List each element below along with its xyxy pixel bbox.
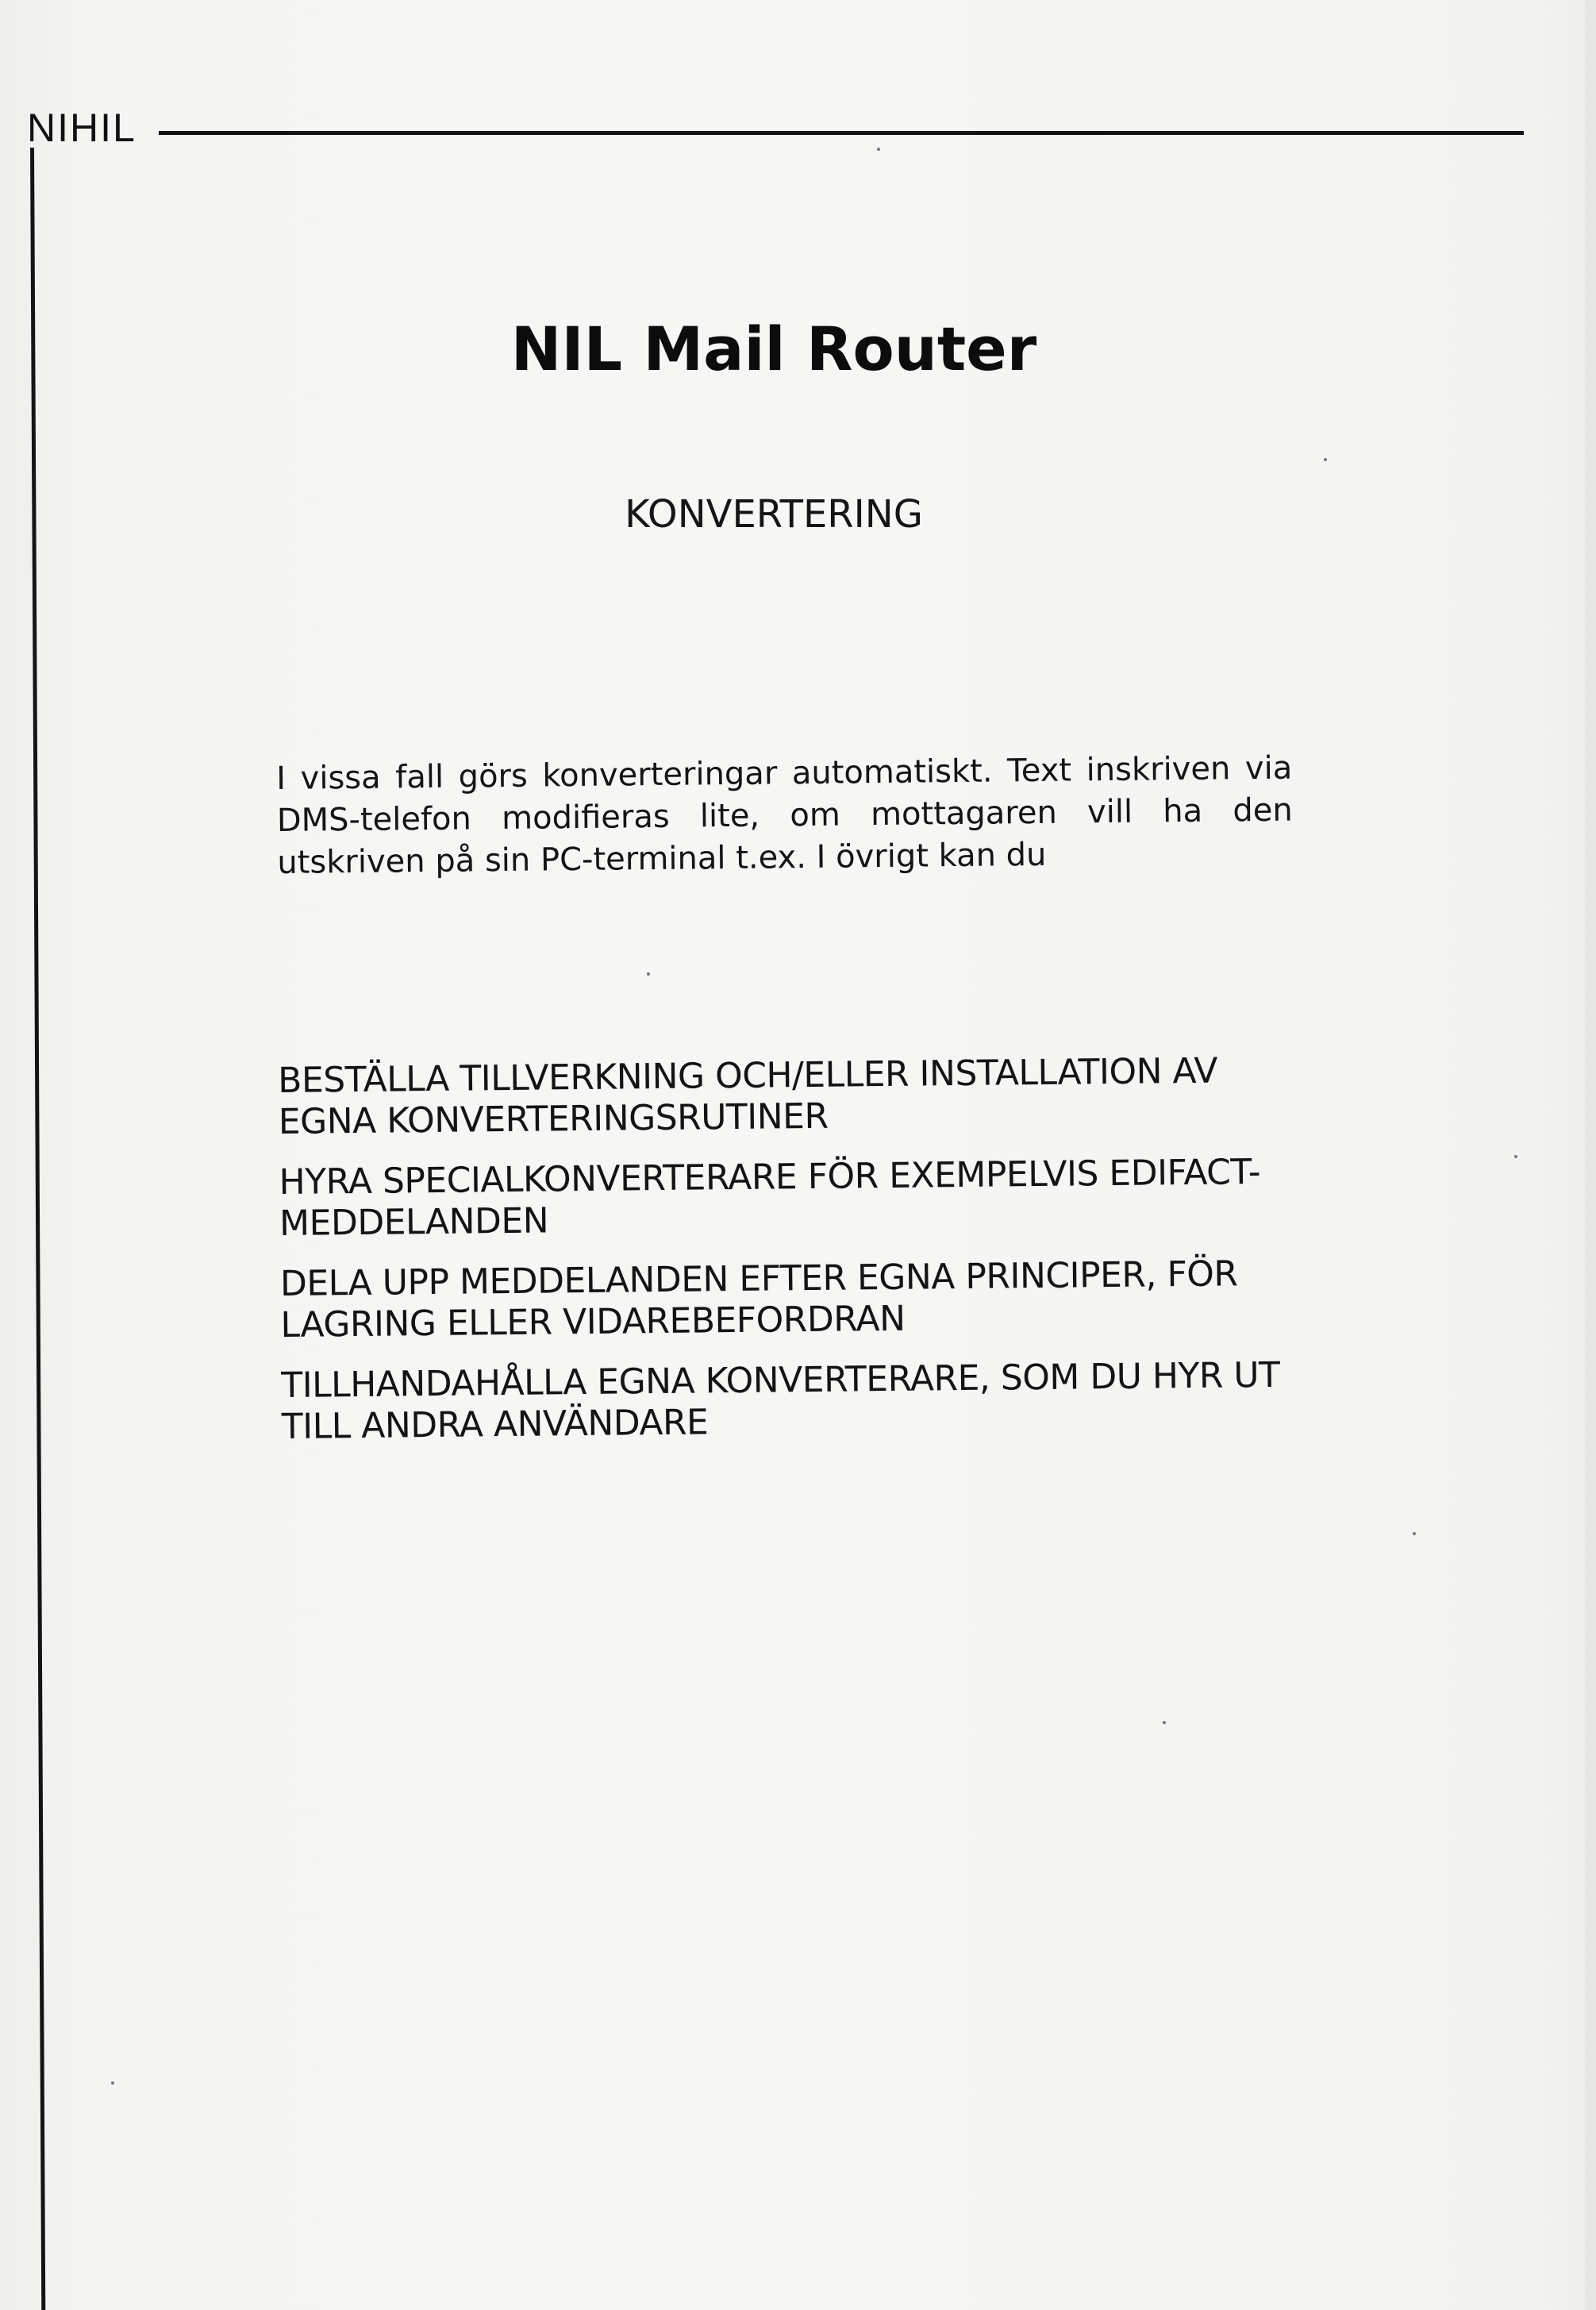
scan-speck [647,972,650,976]
letterhead-logo: NIHIL [27,106,137,150]
options-list [278,1049,1313,1467]
document-title: NIL Mail Router [510,314,1037,384]
page-edge-shadow [1585,0,1596,2310]
list-item: HYRA SPECIALKONVERTERARE FÖR EXEMPELVIS EDIFACT-MEDDELANDEN [279,1152,1261,1244]
list-item: TILLHANDAHÅLLA EGNA KONVERTERARE, SOM DU HYR UT TILL ANDRA ANVÄNDARE [281,1354,1280,1447]
letterhead-left-rule [30,148,45,2310]
document-subtitle: KONVERTERING [625,492,923,537]
scan-speck [1324,458,1327,461]
list-item: BESTÄLLA TILLVERKNING OCH/ELLER INSTALLATION AV EGNA KONVERTERINGSRUTINER [278,1050,1218,1142]
scan-speck [111,2081,114,2085]
scan-speck [1413,1532,1416,1535]
scan-speck [1163,1721,1166,1724]
list-item: DELA UPP MEDDELANDEN EFTER EGNA PRINCIPER, FÖR LAGRING ELLER VIDAREBEFORDRAN [279,1253,1238,1346]
scan-speck [877,148,880,151]
scan-speck [1514,1155,1517,1158]
letterhead-top-rule [159,131,1524,135]
intro-paragraph: I vissa fall görs konverteringar automatiskt. Text inskriven via DMS-telefon modifieras lite, om mottagaren vill ha den utskriven på sin PC-terminal t.ex. I övrigt kan du [276,749,1293,881]
